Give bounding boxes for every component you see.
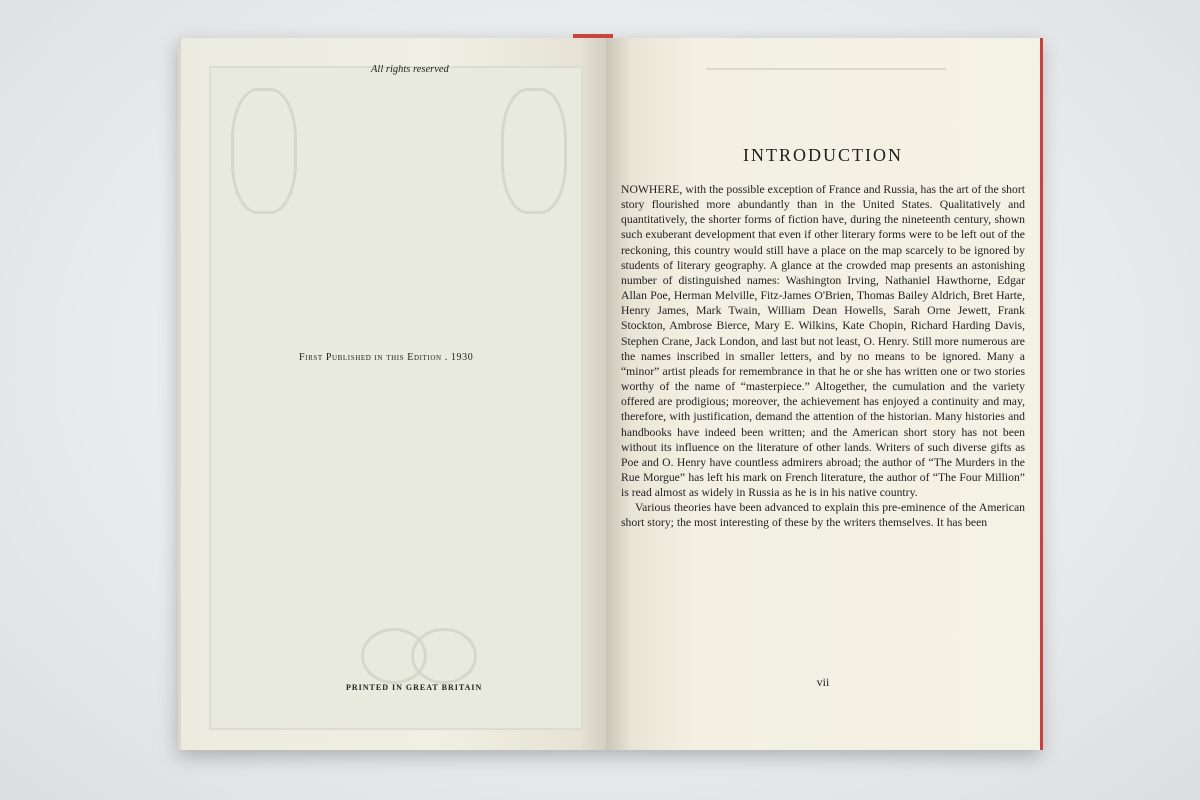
- show-through-running-head: [706, 68, 946, 70]
- paragraph: NOWHERE, with the possible exception of France and Russia, has the art of the short story flourished more abundantly than in the United States. Qualitatively and quantitatively, the shorter forms of fiction have, during the nineteenth century, shown such exuberant development that even if other literary forms were to be left out of the reckoning, this country would still have a place on the map scarcely to be ignored by students of literary geography. A glance at the crowded map presents an astonishing number of distinguished names: Washington Irving, Nathaniel Hawthorne, Edgar Allan Poe, Herman Melville, Fitz-James O'Brien, Thomas Bailey Aldrich, Bret Harte, Henry James, Mark Twain, William Dean Howells, Sarah Orne Jewett, Frank Stockton, Ambrose Bierce, Mary E. Wilkins, Kate Chopin, Richard Harding Davis, Stephen Crane, Jack London, and last but not least, O. Henry. Still more numerous are the names inscribed in smaller letters, and by no means to be ignored. Many a “minor” artist pleads for remembrance in that he or she has written one or two stories worthy of the name of “masterpiece.” Altogether, the cumulation and the variety offered are prodigious; moreover, the achievement has enjoyed a continuity and may, therefore, with justification, demand the attention of the historian. Many histories and handbooks have indeed been written; and the American short story has not been without its influence on the literature of other lands. Writers of such diverse gifts as Poe and O. Henry have countless admirers abroad; the author of “The Murders in the Rue Morgue” has left his mark on French literature, the author of “The Four Million” is read almost as widely in Russia as he is in his native country.: [621, 183, 1025, 500]
- copyright-notice: All rights reserved: [371, 64, 449, 75]
- open-book: [178, 38, 1040, 750]
- body-text: [621, 182, 1025, 531]
- decorative-frame: [209, 66, 583, 730]
- right-page: [606, 38, 1043, 750]
- paragraph: Various theories have been advanced to explain this pre-eminence of the American short story; the most interesting of these by the writers themselves. It has been: [621, 501, 1025, 530]
- show-through-ornament: [411, 628, 477, 684]
- page-number: vii: [816, 675, 830, 689]
- first-published-line: First Published in this Edition . 1930: [299, 352, 474, 363]
- show-through-ornament: [501, 88, 567, 214]
- left-page: [178, 38, 609, 750]
- chapter-title: INTRODUCTION: [743, 145, 903, 165]
- printed-in-line: PRINTED IN GREAT BRITAIN: [346, 683, 483, 692]
- show-through-ornament: [231, 88, 297, 214]
